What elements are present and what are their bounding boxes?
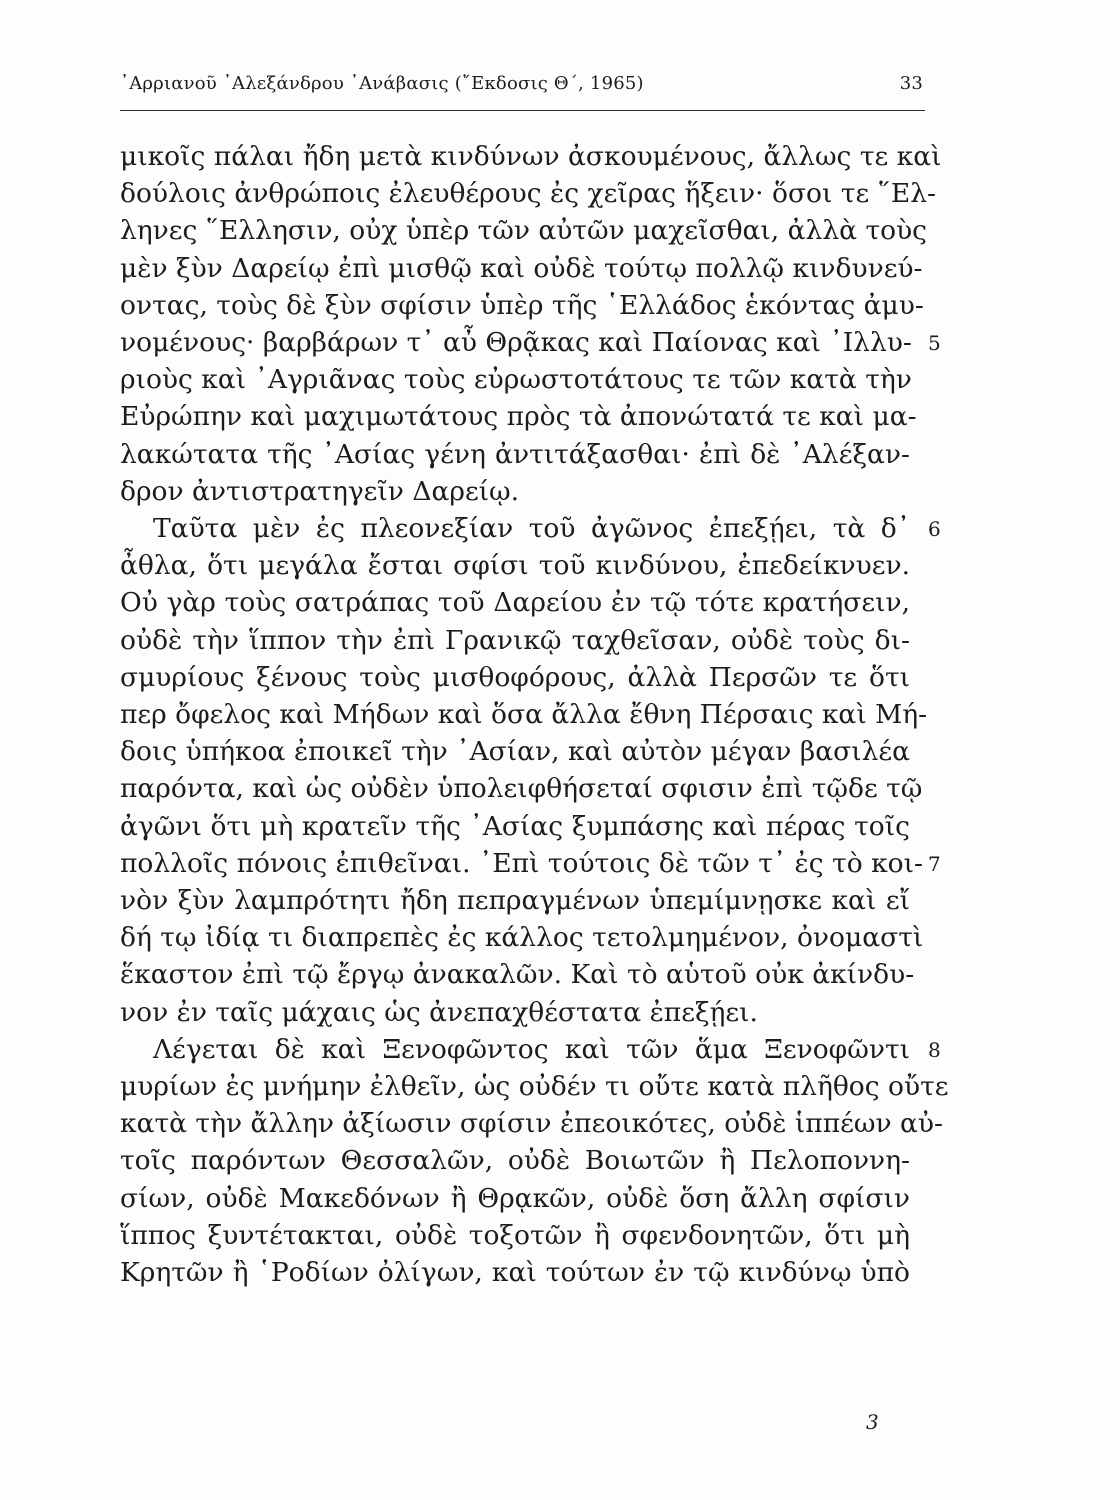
text-line: σίων, οὐδὲ Μακεδόνων ἢ Θρᾳκῶν, οὐδὲ ὅση ἄλλη σφίσιν — [120, 1183, 910, 1214]
running-title: ᾿Αρριανοῦ ᾿Αλεξάνδρου ᾿Ανάβασις (῎Εκδοσις Θ΄, 1965) — [120, 73, 644, 94]
text-line: σμυρίους ξένους τοὺς μισθοφόρους, ἀλλὰ Περσῶν τε ὅτι — [120, 662, 910, 693]
text-line: Οὐ γὰρ τοὺς σατράπας τοῦ Δαρείου ἐν τῷ τότε κρατήσειν, — [120, 587, 910, 618]
text-line: λακώτατα τῆς ᾿Ασίας γένη ἀντιτάξασθαι· ἐπὶ δὲ ᾿Αλέξαν- — [120, 439, 910, 470]
text-line: Εὐρώπην καὶ μαχιμωτάτους πρὸς τὰ ἀπονώτατά τε καὶ μα- — [120, 401, 917, 432]
text-line: δοις ὑπήκοα ἐποικεῖ τὴν ᾿Ασίαν, καὶ αὐτὸν μέγαν βασιλέα — [120, 736, 910, 767]
text-line: δούλοις ἀνθρώποις ἐλευθέρους ἐς χεῖρας ἥξειν· ὅσοι τε ῞Ελ- — [120, 178, 936, 209]
text-line: νὸν ξὺν λαμπρότητι ἤδη πεπραγμένων ὑπεμίμνῃσκε καὶ εἴ — [120, 885, 910, 916]
text-line: περ ὄφελος καὶ Μήδων καὶ ὅσα ἄλλα ἔθνη Πέρσαις καὶ Μή- — [120, 699, 928, 730]
text-line: ἵππος ξυντέτακται, οὐδὲ τοξοτῶν ἢ σφενδονητῶν, ὅτι μὴ — [120, 1220, 910, 1251]
text-line: μὲν ξὺν Δαρείῳ ἐπὶ μισθῷ καὶ οὐδὲ τούτῳ πολλῷ κινδυνεύ- — [120, 253, 923, 284]
section-number: 6 — [928, 517, 941, 541]
header-rule — [120, 110, 925, 111]
text-line: Κρητῶν ἢ ῾Ροδίων ὀλίγων, καὶ τούτων ἐν τῷ κινδύνῳ ὑπὸ — [120, 1257, 910, 1288]
text-line: μυρίων ἐς μνήμην ἐλθεῖν, ὡς οὐδέν τι οὔτε κατὰ πλῆθος οὔτε — [120, 1071, 949, 1102]
section-number: 7 — [928, 852, 941, 876]
text-line: οὐδὲ τὴν ἵππον τὴν ἐπὶ Γρανικῷ ταχθεῖσαν, οὐδὲ τοὺς δι- — [120, 625, 910, 656]
text-line: νον ἐν ταῖς μάχαις ὡς ἀνεπαχθέστατα ἐπεξῄει. — [120, 997, 758, 1028]
text-line: ριοὺς καὶ ᾿Αγριᾶνας τοὺς εὐρωστοτάτους τε τῶν κατὰ τὴν — [120, 364, 912, 395]
text-line: νομένους· βαρβάρων τ᾿ αὖ Θρᾷκας καὶ Παίονας καὶ ᾿Ιλλυ- — [120, 327, 912, 358]
text-line: τοῖς παρόντων Θεσσαλῶν, οὐδὲ Βοιωτῶν ἢ Πελοποννη- — [120, 1145, 910, 1176]
text-line: Ταῦτα μὲν ἐς πλεονεξίαν τοῦ ἀγῶνος ἐπεξῄει, τὰ δ᾿ — [153, 513, 910, 544]
text-line: παρόντα, καὶ ὡς οὐδὲν ὑπολειφθήσεταί σφισιν ἐπὶ τῷδε τῷ — [120, 773, 923, 804]
text-line: ἆθλα, ὅτι μεγάλα ἔσται σφίσι τοῦ κινδύνου, ἐπεδείκνυεν. — [120, 550, 910, 581]
page-number: 33 — [899, 73, 923, 94]
text-line: μικοῖς πάλαι ἤδη μετὰ κινδύνων ἀσκουμένους, ἄλλως τε καὶ — [120, 141, 942, 172]
section-number: 8 — [928, 1038, 941, 1062]
text-line: πολλοῖς πόνοις ἐπιθεῖναι. ᾿Επὶ τούτοις δὲ τῶν τ᾿ ἐς τὸ κοι- — [120, 848, 923, 879]
text-line: κατὰ τὴν ἄλλην ἀξίωσιν σφίσιν ἐπεοικότες, οὐδὲ ἱππέων αὐ- — [120, 1108, 943, 1139]
text-line: ἕκαστον ἐπὶ τῷ ἔργῳ ἀνακαλῶν. Καὶ τὸ αὑτοῦ οὐκ ἀκίνδυ- — [120, 959, 915, 990]
text-line: ἀγῶνι ὅτι μὴ κρατεῖν τῆς ᾿Ασίας ξυμπάσης καὶ πέρας τοῖς — [120, 811, 910, 842]
running-header — [120, 73, 925, 103]
text-line: οντας, τοὺς δὲ ξὺν σφίσιν ὑπὲρ τῆς ῾Ελλάδος ἑκόντας ἀμυ- — [120, 290, 924, 321]
text-line: ληνες ῞Ελλησιν, οὐχ ὑπὲρ τῶν αὐτῶν μαχεῖσθαι, ἀλλὰ τοὺς — [120, 215, 928, 246]
text-line: δή τῳ ἰδίᾳ τι διαπρεπὲς ἐς κάλλος τετολμημένον, ὀνομαστὶ — [120, 922, 924, 953]
text-line: Λέγεται δὲ καὶ Ξενοφῶντος καὶ τῶν ἅμα Ξενοφῶντι — [153, 1034, 910, 1065]
text-line: δρον ἀντιστρατηγεῖν Δαρείῳ. — [120, 476, 520, 507]
section-number: 5 — [928, 331, 941, 355]
signature-mark: 3 — [866, 1410, 879, 1434]
